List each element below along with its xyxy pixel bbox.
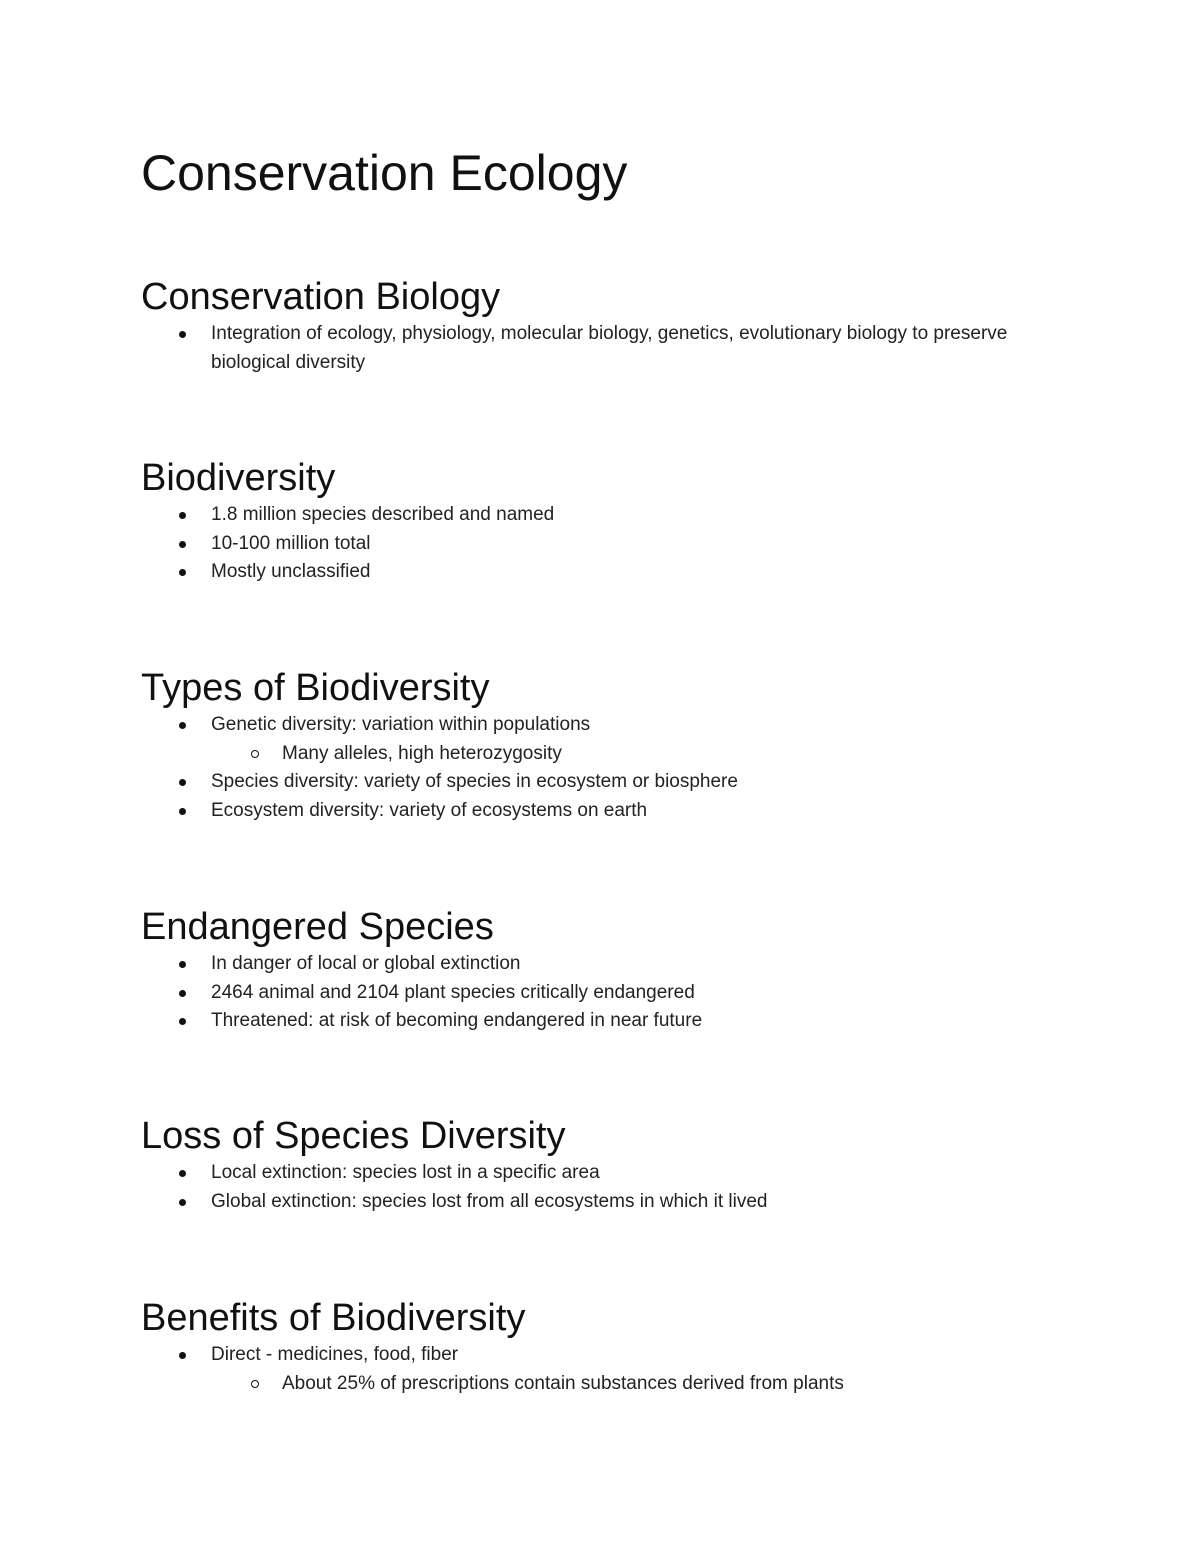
list-item [141, 797, 1041, 826]
bullet-dot-icon [179, 990, 186, 997]
list-item-text: Many alleles, high heterozygosity [282, 742, 562, 764]
section-endangered-species [141, 904, 1041, 1036]
list-item [141, 320, 1041, 377]
section-heading: Benefits of Biodiversity [141, 1297, 526, 1339]
bullet-dot-icon [179, 1352, 186, 1359]
list-item [141, 979, 1041, 1008]
list-item [141, 530, 1041, 559]
bullet-dot-icon [179, 1018, 186, 1025]
bullet-dot-icon [179, 1170, 186, 1177]
list-item-text: Ecosystem diversity: variety of ecosystems on earth [211, 799, 648, 821]
bullet-dot-icon [179, 541, 186, 548]
list-item [141, 1341, 1041, 1370]
list-item [141, 711, 1041, 740]
bullet-circle-icon [251, 1380, 259, 1388]
section-loss-of-species-diversity [141, 1113, 1041, 1216]
list-item [141, 950, 1041, 979]
list-item-text: Integration of ecology, physiology, molecular biology, genetics, evolutionary biology to preserve biological diversity [211, 323, 1008, 373]
bullet-circle-icon [251, 750, 259, 758]
section-heading: Endangered Species [141, 906, 494, 948]
list-item-text: 2464 animal and 2104 plant species critically endangered [211, 981, 695, 1003]
list-item [141, 1188, 1041, 1217]
bullet-dot-icon [179, 808, 186, 815]
section-heading: Loss of Species Diversity [141, 1115, 566, 1157]
bullet-list [141, 1159, 1041, 1216]
list-item-text: Species diversity: variety of species in ecosystem or biosphere [211, 771, 738, 792]
section-heading: Types of Biodiversity [141, 667, 490, 709]
list-item-text: Genetic diversity: variation within populations [211, 714, 591, 735]
list-item [141, 558, 1041, 587]
list-item-text: Direct - medicines, food, fiber [211, 1344, 459, 1365]
list-item-text: Mostly unclassified [211, 561, 371, 582]
section-biodiversity [141, 455, 1041, 587]
section-heading: Conservation Biology [141, 276, 501, 318]
bullet-list [141, 1341, 1041, 1398]
bullet-list [141, 711, 1041, 825]
bullet-dot-icon [179, 569, 186, 576]
section-benefits-of-biodiversity [141, 1295, 1041, 1398]
list-item [141, 501, 1041, 530]
bullet-dot-icon [179, 1199, 186, 1206]
list-item-text: In danger of local or global extinction [211, 953, 521, 974]
list-item-text: Local extinction: species lost in a specific area [211, 1162, 600, 1183]
bullet-dot-icon [179, 331, 186, 338]
section-conservation-biology [141, 274, 1041, 377]
list-item-text: 1.8 million species described and named [211, 504, 555, 525]
sub-list-item [141, 740, 1041, 769]
bullet-dot-icon [179, 512, 186, 519]
sub-list-item [141, 1370, 1041, 1399]
list-item-text: Threatened: at risk of becoming endangered in near future [211, 1010, 703, 1031]
section-heading: Biodiversity [141, 457, 336, 499]
list-item [141, 1159, 1041, 1188]
bullet-dot-icon [179, 722, 186, 729]
section-types-of-biodiversity [141, 665, 1041, 825]
bullet-list [141, 501, 1041, 587]
list-item-text: Global extinction: species lost from all ecosystems in which it lived [211, 1190, 768, 1212]
bullet-list [141, 950, 1041, 1036]
bullet-list [141, 320, 1041, 377]
list-item [141, 768, 1041, 797]
bullet-dot-icon [179, 779, 186, 786]
document-title: Conservation Ecology [141, 145, 628, 201]
list-item-text: About 25% of prescriptions contain substances derived from plants [282, 1372, 844, 1394]
list-item-text: 10-100 million total [211, 532, 371, 554]
list-item [141, 1007, 1041, 1036]
bullet-dot-icon [179, 961, 186, 968]
